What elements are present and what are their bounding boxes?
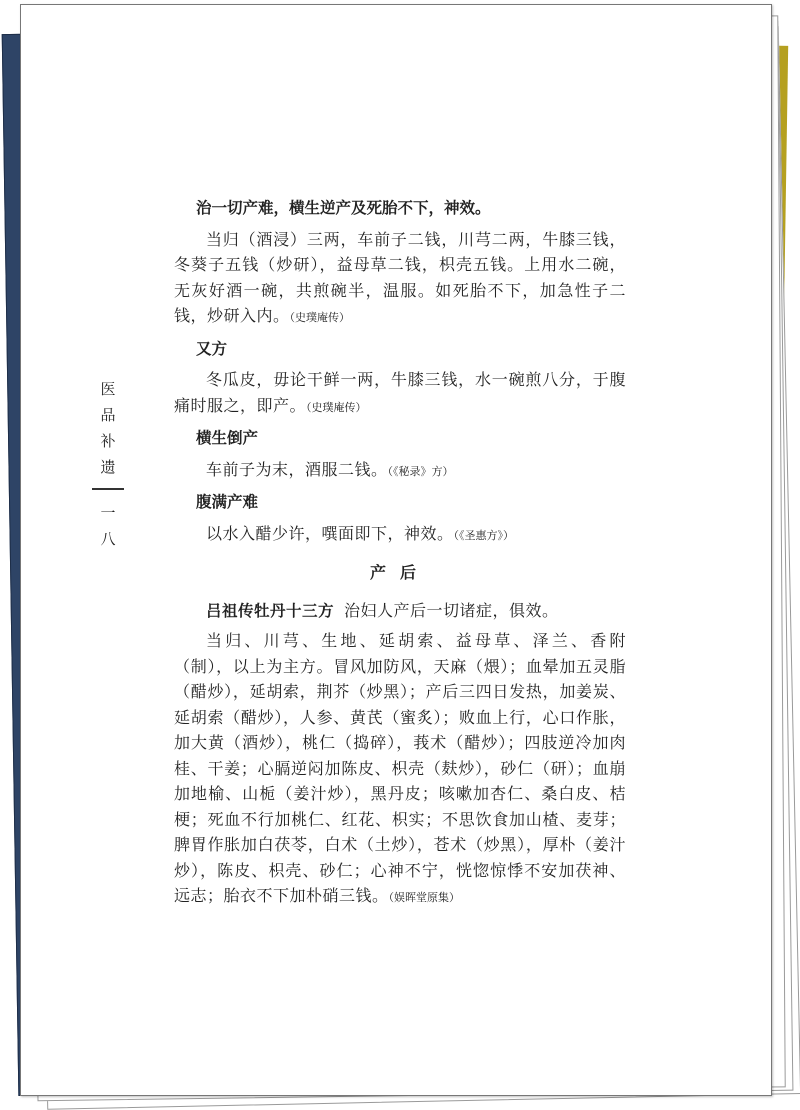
recipe-heading: 横生倒产 [196, 429, 259, 447]
recipe-heading: 治一切产难，横生逆产及死胎不下，神效。 [196, 199, 491, 217]
book-title-char: 补 [100, 432, 116, 450]
recipe-heading: 吕祖传牡丹十三方 [206, 601, 335, 620]
recipe-source: （史璞庵传） [306, 400, 367, 414]
book-title-char: 遗 [100, 458, 116, 476]
running-header [96, 376, 120, 552]
recipe-source: （娱晖堂原集） [388, 891, 461, 904]
recipe-body: 冬瓜皮，毋论干鲜一两，牛膝三钱，水一碗煎八分，于腹痛时服之，即产。 [174, 370, 626, 415]
recipe-body: 以水入醋少许，噀面即下，神效。 [206, 523, 454, 543]
recipe-text [174, 628, 626, 911]
recipe-source: （《圣惠方》） [453, 528, 515, 542]
recipe-body: 车前子为末，酒服二钱。 [206, 459, 388, 479]
page-number-char: 八 [100, 530, 116, 548]
recipe-source: （史璞庵传） [289, 311, 351, 324]
recipe-heading: 腹满产难 [196, 493, 259, 511]
recipe-text [174, 367, 626, 420]
page-number [100, 500, 115, 552]
book-title [100, 376, 115, 480]
book-title-char: 医 [100, 380, 116, 398]
header-divider [92, 488, 124, 490]
recipe-intro [174, 598, 626, 625]
book-title-char: 品 [100, 406, 116, 424]
recipe-body: 当归、川芎、生地、延胡索、益母草、泽兰、香附（制），以上为主方。冒风加防风，天麻（煨）；血晕加五灵脂（醋炒），延胡索，荆芥（炒黑）；产后三四日发热，加姜炭、延胡索（醋炒），人参、黄芪（蜜炙）；败血上行，心口作胀，加大黄（酒炒），桃仁（捣碎），莪术（醋炒）；四肢逆冷加肉桂、干姜；心膈逆闷加陈皮、枳壳（麸炒），砂仁（研）；血崩加地榆、山栀（姜汁炒），黑丹皮；咳嗽加杏仁、桑白皮、桔梗；死血不行加桃仁、红花、枳实；不思饮食加山楂、麦芽；脾胃作胀加白茯苓，白术（土炒），苍术（炒黑），厚朴（姜汁炒），陈皮、枳壳、砂仁；心神不宁，恍惚惊悸不安加茯神、远志；胎衣不下加朴硝三钱。 [174, 631, 626, 905]
recipe-heading: 又方 [196, 339, 228, 358]
recipe-text [174, 227, 626, 331]
recipe-source: （《秘录》方） [387, 464, 454, 478]
recipe-text [174, 521, 626, 549]
recipe-description: 治妇人产后一切诸症，俱效。 [344, 600, 559, 620]
page-number-char: 一 [100, 504, 116, 522]
section-title: 产后 [369, 563, 430, 582]
recipe-body: 当归（酒浸）三两，车前子二钱，川芎二两，牛膝三钱，冬葵子五钱（炒研），益母草二钱，枳壳五钱。上用水二碗，无灰好酒一碗，共煎碗半，温服。如死胎不下，加急性子二钱，炒研入内。 [174, 229, 626, 325]
page-content [174, 196, 626, 917]
recipe-text [174, 457, 626, 485]
